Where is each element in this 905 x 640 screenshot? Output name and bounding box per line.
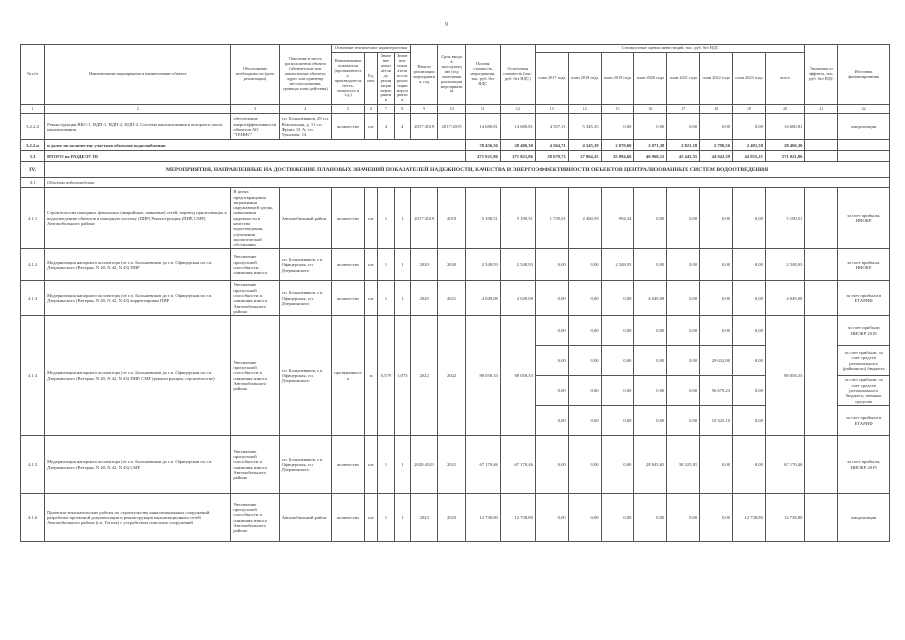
row-year-value: 0,00	[700, 249, 733, 281]
row-before: 0,579	[378, 316, 394, 436]
row-location: Автомобильный район	[279, 188, 332, 249]
row-year-value: 0,00	[634, 346, 667, 376]
row-year-value: 0,00	[733, 249, 766, 281]
header-year: план 2023 года	[733, 52, 766, 104]
row-year-value: 0,00	[535, 249, 568, 281]
row-year-value: 2 491,58	[733, 140, 766, 151]
table-row	[21, 494, 890, 542]
row-spent: 88 058,33	[500, 316, 535, 436]
row-year-value: 0,00	[634, 376, 667, 406]
row-after: 1,073	[394, 316, 410, 436]
row-after: 1	[394, 281, 410, 316]
row-start: 2020	[410, 249, 437, 281]
row-after: 4	[394, 114, 410, 140]
row-year-value: 994,34	[601, 188, 634, 249]
row-before: 1	[378, 249, 394, 281]
header-tech-col: Ед. изм.	[365, 52, 378, 104]
row-total: 271 021,86	[765, 151, 805, 162]
row-name: и далее по количеству участков объектов водоснабжения	[45, 140, 466, 151]
row-year-value: 0,00	[601, 436, 634, 494]
row-num: 4.1.3	[21, 281, 45, 316]
row-after: 1	[394, 436, 410, 494]
row-effect	[805, 316, 838, 436]
row-location: Автомобильный район	[279, 494, 332, 542]
row-num: 3.2.2.4	[21, 114, 45, 140]
row-source: за счет прибыли, за счет средств регионального бюджета, заемные средства	[838, 376, 890, 406]
subsection-title: Объекты водоотведения	[45, 178, 890, 188]
header-tech-group: Основные технические характеристики	[332, 45, 411, 53]
row-year-value: 0,00	[733, 281, 766, 316]
index-cell: 6	[365, 105, 378, 114]
header-year: план 2017 года	[535, 52, 568, 104]
row-year-value: 0,00	[535, 436, 568, 494]
row-after: 1	[394, 188, 410, 249]
row-source: за счет прибыли, НИОКР 2019	[838, 436, 890, 494]
row-num: 4.1.5	[21, 436, 45, 494]
row-start: 2022	[410, 316, 437, 436]
row-param: количество	[332, 188, 365, 249]
row-effect	[805, 140, 838, 151]
row-year-value: 28 679,73	[535, 151, 568, 162]
row-year-value: 0,00	[601, 494, 634, 542]
index-cell: 7	[378, 105, 394, 114]
index-cell: 2	[45, 105, 231, 114]
row-num: 3.3	[21, 151, 45, 162]
index-cell: 19	[733, 105, 766, 114]
row-year-value: 2 821,18	[667, 140, 700, 151]
row-location: г.п. Большевиков, г.п. Офицерская, г.п. Дзержинского	[279, 249, 332, 281]
section-row	[21, 162, 890, 178]
row-year-value: 2 548,93	[601, 249, 634, 281]
header-total: всего	[765, 52, 805, 104]
page-number: 9	[445, 22, 448, 28]
row-purpose: обеспечение энергоэффективности объектов АО "ТЕНИС"	[231, 114, 279, 140]
row-spent: 12 738,80	[500, 494, 535, 542]
row-year-value: 4 545,39	[568, 140, 601, 151]
row-param: количество	[332, 249, 365, 281]
row-total: 67 170,46	[765, 436, 805, 494]
row-purpose: В целях предотвращения загрязнения окружающей среды, повышения надежности и качества водоотведения, улучшения экологической обстановки	[231, 188, 279, 249]
row-year-value: 0,00	[667, 376, 700, 406]
index-cell: 14	[568, 105, 601, 114]
row-year-value: 0,00	[601, 406, 634, 436]
row-year-value: 10 325,10	[700, 406, 733, 436]
index-cell: 13	[535, 105, 568, 114]
row-year-value: 0,00	[667, 188, 700, 249]
row-year-value: 0,00	[601, 281, 634, 316]
row-year-value: 44 935,21	[733, 151, 766, 162]
row-total: 28 406,30	[765, 140, 805, 151]
row-purpose: Увеличение пропускной способности и снижения износа Автомобильного района	[231, 436, 279, 494]
row-unit: шт	[365, 281, 378, 316]
header-purpose: Обоснование необходимости (цель реализации)	[231, 45, 279, 105]
row-source	[838, 151, 890, 162]
header-source: Источник финансирования	[838, 45, 890, 105]
row-full-cost: 14 680,81	[465, 114, 500, 140]
row-purpose: Увеличение пропускной способности и снижения износа Автомобильного района	[231, 316, 279, 436]
row-num: 4.1.1	[21, 188, 45, 249]
row-before: 1	[378, 281, 394, 316]
row-unit: шт	[365, 114, 378, 140]
row-end: 2021	[438, 281, 465, 316]
row-year-value: 28 845,65	[634, 436, 667, 494]
row-start: 2020	[410, 281, 437, 316]
row-year-value: 0,00	[667, 114, 700, 140]
row-year-value: 46 960,12	[634, 151, 667, 162]
row-param: количество	[332, 436, 365, 494]
table-row	[21, 316, 890, 346]
row-year-value: 0,00	[568, 436, 601, 494]
row-full-cost: 5 190,51	[465, 188, 500, 249]
row-year-value: 0,00	[568, 406, 601, 436]
row-year-value: 0,00	[535, 346, 568, 376]
row-purpose: Увеличение пропускной способности и снижения износа Автомобильного района	[231, 494, 279, 542]
row-year-value: 44 942,39	[700, 151, 733, 162]
table-row	[21, 114, 890, 140]
row-num: 3.2.2.n	[21, 140, 45, 151]
row-spent: 5 190,51	[500, 188, 535, 249]
row-year-value: 0,00	[700, 494, 733, 542]
index-cell: 12	[500, 105, 535, 114]
row-name: Модернизация напорного коллектора (от г.п. Большевиков до г.п. Офицерская по г.п. Дзержинского (Ветеран, N 40, N 42, N 43) корректировка ПИР	[45, 281, 231, 316]
row-year-value: 4 557,11	[535, 114, 568, 140]
row-effect	[805, 436, 838, 494]
row-param: количество	[332, 494, 365, 542]
header-cost-group: Стоимостные оценки инвестиций, тыс. руб. без НДС	[535, 45, 805, 53]
row-year-value: 5 345,35	[568, 114, 601, 140]
row-year-value: 0,00	[568, 281, 601, 316]
row-name: Модернизация напорного коллектора (от г.п. Большевиков до г.п. Офицерская по г.п. Дзержинского (Ветеран, N 40, N 42, N 43) ПИР, СМР (реконструкция, строительство)	[45, 316, 231, 436]
index-cell: 9	[410, 105, 437, 114]
index-cell: 20	[765, 105, 805, 114]
index-cell: 18	[700, 105, 733, 114]
section-num: IV.	[21, 162, 45, 178]
row-year-value: 0,00	[700, 114, 733, 140]
row-year-value: 2 071,38	[634, 140, 667, 151]
subsection-row	[21, 178, 890, 188]
header-num: № п/п	[21, 45, 45, 105]
header-year: план 2019 года	[601, 52, 634, 104]
index-cell: 5	[332, 105, 365, 114]
row-unit: шт	[365, 249, 378, 281]
row-year-value: 0,00	[535, 316, 568, 346]
row-spent: 2 548,93	[500, 249, 535, 281]
row-end: 2021	[438, 436, 465, 494]
row-purpose: Увеличение пропускной способности, снижения износа	[231, 249, 279, 281]
row-name: Строительство напорных фекальных (аварийные, ливневые) сетей, перевод прилегающих к водоотведению объектов в напорную систему (ПИР) Реконструкция (ПИР, СМР) Автомобильного района	[45, 188, 231, 249]
row-year-value: 0,00	[667, 494, 700, 542]
row-effect	[805, 281, 838, 316]
row-full-cost: 4 049,08	[465, 281, 500, 316]
row-after: 1	[394, 494, 410, 542]
row-before: 1	[378, 494, 394, 542]
row-spent: 67 170,46	[500, 436, 535, 494]
row-year-value: 0,00	[667, 249, 700, 281]
row-year-value: 2 460,59	[568, 188, 601, 249]
row-start: 2020-2021	[410, 436, 437, 494]
table-row	[21, 436, 890, 494]
row-spent: 4 049,08	[500, 281, 535, 316]
row-year-value: 2 079,60	[601, 140, 634, 151]
row-year-value: 0,00	[733, 376, 766, 406]
row-year-value: 0,00	[535, 376, 568, 406]
row-total: 4 049,08	[765, 281, 805, 316]
row-year-value: 4 564,71	[535, 140, 568, 151]
row-full-cost: 88 058,33	[465, 316, 500, 436]
subsection-num: 4.1	[21, 178, 45, 188]
row-source: амортизация	[838, 494, 890, 542]
header-year: план 2021 года	[667, 52, 700, 104]
table-row	[21, 151, 890, 162]
row-before: 4	[378, 114, 394, 140]
row-end: 2022	[438, 316, 465, 436]
index-cell: 16	[634, 105, 667, 114]
row-location: г.п. Большевиков, 29 г.п. Вокзальная, д. 11 г.п. Фронт, 31 А, г.п. Тукалова, 14	[279, 114, 332, 140]
row-location: г.п. Большевиков, г.п. Офицерская, г.п. Дзержинского	[279, 436, 332, 494]
row-full-cost: 70 456,56	[465, 140, 500, 151]
row-year-value: 0,00	[535, 406, 568, 436]
row-start: 2017-2019	[410, 114, 437, 140]
row-param: протяженность	[332, 316, 365, 436]
row-end: 2023	[438, 494, 465, 542]
row-year-value: 0,00	[568, 376, 601, 406]
header-year-start: Начало реализации мероприятия, год	[410, 45, 437, 105]
row-year-value: 0,00	[568, 249, 601, 281]
row-location: г.п. Большевиков, г.п. Офицерская, г.п. Дзержинского	[279, 281, 332, 316]
row-year-value: 27 864,25	[568, 151, 601, 162]
row-effect	[805, 114, 838, 140]
row-num: 4.1.4	[21, 316, 45, 436]
row-name: Проектно-изыскательские работы по строительству канализационных сооружений, разработка проектной документации и реконструкция канализационных сетей Автомобильного района (г.п. Гоголя) с устройством очистных сооружений	[45, 494, 231, 542]
row-effect	[805, 188, 838, 249]
row-total: 12 738,80	[765, 494, 805, 542]
table-row	[21, 249, 890, 281]
header-year: план 2018 года	[568, 52, 601, 104]
row-year-value: 0,00	[733, 114, 766, 140]
row-name: Реконструкция ВКС-1, НДП-1, НДП-2, НДП-3. Система канализования в котором в части канализования	[45, 114, 231, 140]
header-full-cost: Полная стоимость мероприятия, тыс. руб. без НДС	[465, 45, 500, 105]
row-unit: шт	[365, 188, 378, 249]
table-row	[21, 140, 890, 151]
row-effect	[805, 249, 838, 281]
header-location: Описание и место расположения объекта (абонентские или аналогичные объекты; адрес или ориентир местоположения; границы зоны действия)	[279, 45, 332, 105]
header-year: план 2022 года	[700, 52, 733, 104]
row-name: ИТОГО по РАЗДЕЛУ III	[45, 151, 466, 162]
index-row	[21, 105, 890, 114]
row-year-value: 0,00	[634, 494, 667, 542]
row-source: за счет прибыли НИОКР 2018	[838, 316, 890, 346]
row-start: 2023	[410, 494, 437, 542]
row-year-value: 0,00	[667, 281, 700, 316]
row-full-cost: 471 021,86	[465, 151, 500, 162]
row-unit: шт	[365, 436, 378, 494]
row-year-value: 0,00	[601, 316, 634, 346]
row-num: 4.1.6	[21, 494, 45, 542]
row-full-cost: 67 170,46	[465, 436, 500, 494]
row-name: Модернизация напорного коллектора (от г.п. Большевиков до г.п. Офицерская по г.п. Дзержинского (Ветеран, N 40, N 42, N 43) СМР	[45, 436, 231, 494]
row-full-cost: 12 738,80	[465, 494, 500, 542]
row-year-value: 12 738,80	[733, 494, 766, 542]
row-year-value: 0,00	[568, 316, 601, 346]
row-source: за счет прибыли, НИОКР	[838, 249, 890, 281]
row-source: за счет прибыли в ЕТАРИФ	[838, 406, 890, 436]
row-year-value: 28 632,80	[700, 346, 733, 376]
index-cell: 3	[231, 105, 279, 114]
row-year-value: 0,00	[733, 436, 766, 494]
row-spent: 28 406,30	[500, 140, 535, 151]
header-effect: Экономия от эффекта, тыс. руб. без НДС	[805, 45, 838, 105]
index-cell: 17	[667, 105, 700, 114]
row-param: количество	[332, 114, 365, 140]
header-spent: Остаточная стоимость (тыс. руб. без НДС)	[500, 45, 535, 105]
header-year: план 2020 года	[634, 52, 667, 104]
row-unit: м	[365, 316, 378, 436]
row-effect	[805, 151, 838, 162]
row-year-value: 0,00	[634, 188, 667, 249]
row-end: 2020	[438, 249, 465, 281]
row-year-value: 0,00	[634, 316, 667, 346]
row-end: 2017-2019	[438, 114, 465, 140]
row-year-value: 0,00	[700, 188, 733, 249]
row-year-value: 4 049,08	[634, 281, 667, 316]
row-source: за счет прибыли, НИОКР	[838, 188, 890, 249]
index-cell: 15	[601, 105, 634, 114]
row-unit: шт	[365, 494, 378, 542]
row-total: 14 680,81	[765, 114, 805, 140]
row-before: 1	[378, 436, 394, 494]
header-tech-col: Значение показателя до реализации мероприятия	[378, 52, 394, 104]
row-after: 1	[394, 249, 410, 281]
row-source: за счет прибыли в ЕТАРИФ	[838, 281, 890, 316]
row-year-value: 0,00	[535, 494, 568, 542]
row-spent: 271 021,86	[500, 151, 535, 162]
index-cell: 11	[465, 105, 500, 114]
row-year-value: 0,00	[634, 406, 667, 436]
row-year-value: 0,00	[568, 346, 601, 376]
row-name: Модернизация напорного коллектора (от г.п. Большевиков до г.п. Офицерская по г.п. Дзержинского (Ветеран, N 40, N 42, N 43) ПИР	[45, 249, 231, 281]
row-source: амортизация	[838, 114, 890, 140]
row-total: 88 058,33	[765, 316, 805, 436]
row-full-cost: 2 548,93	[465, 249, 500, 281]
row-before: 1	[378, 188, 394, 249]
row-year-value: 0,00	[667, 406, 700, 436]
row-total: 2 548,93	[765, 249, 805, 281]
index-cell: 4	[279, 105, 332, 114]
row-year-value: 0,00	[601, 346, 634, 376]
index-cell: 1	[21, 105, 45, 114]
row-year-value: 0,00	[700, 281, 733, 316]
row-year-value: 0,00	[733, 406, 766, 436]
header-tech-col: Наименование показателя (протяженность, производительность, мощность и т.д.)	[332, 52, 365, 104]
table-row	[21, 188, 890, 249]
row-year-value: 0,00	[601, 376, 634, 406]
row-year-value: 0,00	[700, 436, 733, 494]
section-title: МЕРОПРИЯТИЯ, НАПРАВЛЕННЫЕ НА ДОСТИЖЕНИЕ ПЛАНОВЫХ ЗНАЧЕНИЙ ПОКАЗАТЕЛЕЙ НАДЕЖНОСТИ, КАЧЕСТВА И ЭНЕРГОЭФФЕКТИВНОСТИ ОБЪЕКТОВ ЦЕНТРАЛИЗОВАННЫХ СИСТЕМ ВОДООТВЕДЕНИЯ	[45, 162, 890, 178]
row-start: 2017-2019	[410, 188, 437, 249]
row-spent: 14 680,81	[500, 114, 535, 140]
header-name: Наименование мероприятия и наименование объекта	[45, 45, 231, 105]
row-num: 4.1.2	[21, 249, 45, 281]
row-location: г.п. Большевиков, г.п. Офицерская, г.п. Дзержинского	[279, 316, 332, 436]
header-year-end: Срок ввода в эксплуатацию (год окончания реализации мероприятия)	[438, 45, 465, 105]
row-total: 5 190,51	[765, 188, 805, 249]
row-year-value: 38 325,81	[667, 436, 700, 494]
header-row-1	[21, 45, 890, 53]
row-year-value: 0,00	[634, 114, 667, 140]
row-purpose: Увеличение пропускной способности и снижения износа Автомобильного района	[231, 281, 279, 316]
row-year-value: 0,00	[601, 114, 634, 140]
row-year-value: 0,00	[667, 346, 700, 376]
row-source: за счет прибыли, за счет средств регионального (районного) бюджета	[838, 346, 890, 376]
row-year-value: 0,00	[700, 316, 733, 346]
row-param: количество	[332, 281, 365, 316]
row-year-value: 1 739,01	[535, 188, 568, 249]
table-row	[21, 281, 890, 316]
row-year-value: 25 894,66	[601, 151, 634, 162]
row-year-value: 0,00	[733, 316, 766, 346]
row-year-value: 0,00	[535, 281, 568, 316]
index-cell: 8	[394, 105, 410, 114]
index-cell: 21	[805, 105, 838, 114]
investment-table	[20, 44, 890, 542]
row-year-value: 0,00	[733, 188, 766, 249]
index-cell: 10	[438, 105, 465, 114]
row-year-value: 0,00	[733, 346, 766, 376]
row-year-value: 56 679,23	[700, 376, 733, 406]
row-year-value: 0,00	[667, 316, 700, 346]
row-year-value: 45 443,55	[667, 151, 700, 162]
row-year-value: 0,00	[634, 249, 667, 281]
row-end: 2019	[438, 188, 465, 249]
header-tech-col: Значение показателя после реализации мероприятия	[394, 52, 410, 104]
row-effect	[805, 494, 838, 542]
row-year-value: 2 798,56	[700, 140, 733, 151]
row-source	[838, 140, 890, 151]
index-cell: 22	[838, 105, 890, 114]
row-year-value: 0,00	[568, 494, 601, 542]
